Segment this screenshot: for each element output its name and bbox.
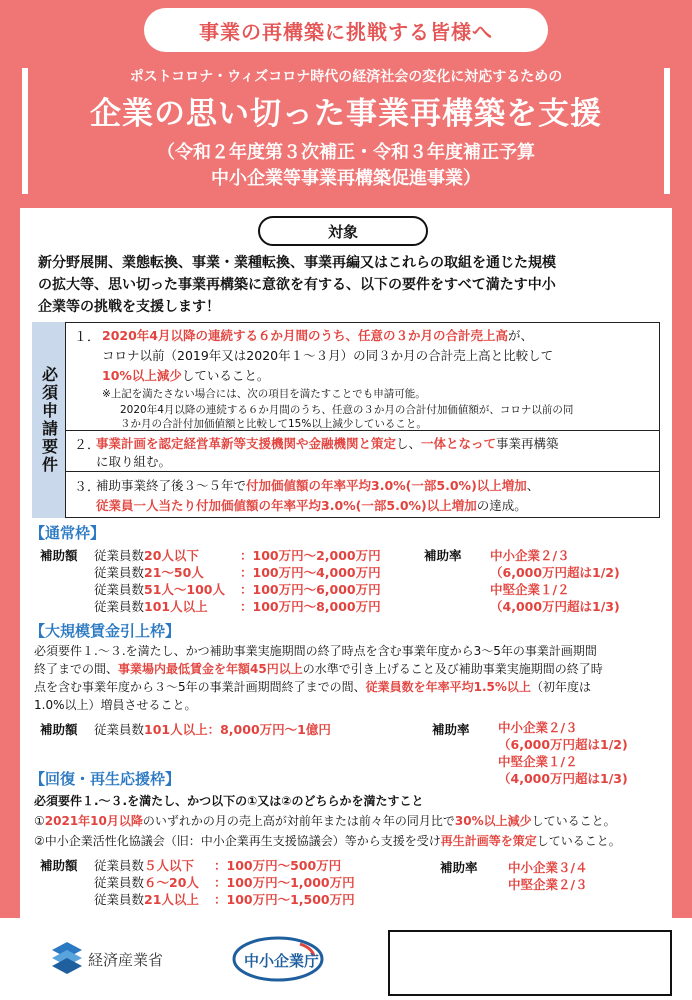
req2-number: ２． [74,438,101,453]
wage-highlight-2: 従業員数を年率平均1.5%以上 [365,680,531,694]
req1-highlight: 2020年4月以降の連続する６か月間のうち、任意の３か月の合計売上高 [102,328,508,343]
target-label: 対象 [258,216,428,246]
wage-line-1: 必須要件１.～３.を満たし、かつ補助事業実施期間の終了時点を含む事業年度から3～5年の事業計画期間 [34,644,597,658]
meti-name: 経済産業省 [88,951,164,969]
req1-line-3 [102,366,269,384]
wage-text-3: 点を含む事業年度から３～5年の事業計画期間終了までの間、 [34,680,366,694]
recovery-row-count: 21人以上 [144,892,199,907]
req3-number: ３． [74,480,101,495]
recovery-text-1: のいずれかの月の売上高が対前年または前々年の同月比で [142,814,455,828]
recovery-highlight-1: 2021年10月以降 [44,814,143,828]
recovery-row-3-amount: ：100万円～1,500万円 [214,892,355,907]
target-intro-line-2: の拡大等、思い切った事業再構築に意欲を有する、以下の要件をすべて満たす中小 [38,277,556,293]
recovery-row-prefix: 従業員数 [94,858,145,873]
wage-line-2 [34,660,603,677]
wage-heading: 【大規模賃金引上枠】 [30,622,181,640]
req2-highlight: 事業計画を認定経営革新等支援機関や金融機関と策定 [96,436,397,451]
normal-row-4 [94,597,208,615]
wage-line-3 [34,678,591,695]
recovery-text-3: ②中小企業活性化協議会（旧：中小企業再生支援協議会）等から支援を受け [34,834,441,848]
req1-line-1 [102,326,533,344]
recovery-row-prefix: 従業員数 [94,875,145,890]
recovery-heading: 【回復・再生応援枠】 [30,770,181,788]
recovery-rate-2: 中堅企業２/３ [508,877,588,892]
recovery-amount-label: 補助額 [40,858,78,873]
recovery-line-2 [34,812,616,829]
req1-note-1: ※上記を満たさない場合には、次の項目を満たすことでも申請可能。 [102,388,426,400]
wage-rate-1: 中小企業２/３ [498,720,578,735]
requirements-label [32,322,66,518]
normal-rate-1: 中小企業２/３ [490,548,570,563]
normal-heading: 【通常枠】 [30,524,106,542]
req2-text-2: 事業再構築 [496,436,559,451]
recovery-row-2 [94,873,199,891]
right-frame [672,208,692,918]
recovery-text-4: していること。 [536,834,621,848]
recovery-row-1 [94,856,194,874]
recovery-text-2: していること。 [531,814,616,828]
normal-row-prefix: 従業員数 [94,599,145,614]
normal-row-4-amount: ：100万円～8,000万円 [240,599,381,614]
header-pill: 事業の再構築に挑戦する皆様へ [144,8,548,52]
program-name: 中小企業等事業再構築促進事業） [211,168,481,189]
target-intro-line-3: 企業等の挑戦を支援します！ [38,299,220,315]
wage-row [94,720,331,738]
recovery-row-3 [94,890,199,908]
recovery-row-prefix: 従業員数 [94,892,145,907]
normal-rate-label: 補助率 [424,548,462,563]
wage-amount-label: 補助額 [40,722,78,737]
target-intro-line-1: 新分野展開、業態転換、事業・業種転換、事業再編又はこれらの取組を通じた規模 [38,255,556,271]
normal-rate-3: 中堅企業１/２ [490,582,570,597]
req3-line-1 [96,476,539,494]
req2-line-1 [96,434,559,452]
recovery-line-1: 必須要件１.～３.を満たし、かつ以下の①又は②のどちらかを満たすこと [34,794,424,808]
req1-note-2: 2020年4月以降の連続する６か月間のうち、任意の３か月の合計付加価値額が、コロナ以前の同 [120,404,574,416]
req2-text: し、 [396,436,422,451]
recovery-row-2-amount: ：100万円～1,000万円 [214,875,355,890]
recovery-row-1-amount: ：100万円～500万円 [214,858,342,873]
wage-rate-2: （6,000万円超は1/2) [498,737,628,752]
normal-row-prefix: 従業員数 [94,582,145,597]
normal-row-count: 101人以上 [144,599,208,614]
recovery-row-count: ５人以下 [144,858,195,873]
header-lead: ポストコロナ・ウィズコロナ時代の経済社会の変化に対応するための [129,69,563,85]
requirements-label-text: 必須申請要件 [39,366,59,474]
req1-line-2: コロナ以前（2019年又は2020年１～３月）の同３か月の合計売上高と比較して [102,348,554,363]
wage-rate-3: 中堅企業１/２ [498,754,578,769]
req3-line-2 [96,496,527,514]
recovery-row-count: ６～20人 [144,875,199,890]
recovery-mark-1: ① [34,814,45,828]
wage-row-prefix: 従業員数 [94,722,145,737]
req1-decline: 10%以上減少 [102,368,182,383]
req3-comma: 、 [526,478,540,493]
normal-row-3 [94,580,225,598]
normal-rate-2: （6,000万円超は1/2) [490,565,620,580]
recovery-rate-label: 補助率 [440,860,478,875]
recovery-highlight-2: 30%以上減少 [454,814,532,828]
meti-logo-icon [50,940,84,976]
req1-tail: していること。 [181,368,270,383]
wage-rate-4: （4,000万円超は1/3) [498,771,628,786]
normal-row-1 [94,546,199,564]
normal-amount-label: 補助額 [40,548,78,563]
req3-highlight-2: 従業員一人当たり付加価値額の年率平均3.0%(一部5.0%)以上増加 [96,498,477,513]
normal-row-2 [94,563,204,581]
wage-text-2: の水準で引き上げること及び補助事業実施期間の終了時 [302,662,603,676]
req1-note-3: ３か月の合計付加価値額と比較して15%以上減少していること。 [120,418,427,430]
normal-row-count: 20人以下 [144,548,199,563]
req2-together: 一体となって [421,436,497,451]
recovery-line-3 [34,832,621,849]
wage-text: 終了までの間、 [34,662,119,676]
normal-row-3-amount: ：100万円～6,000万円 [240,582,381,597]
normal-row-prefix: 従業員数 [94,565,145,580]
sme-agency-name: 中小企業庁 [244,952,320,970]
req3-highlight-1: 付加価値額の年率平均3.0%(一部5.0%)以上増加 [246,478,527,493]
wage-row-count: 101人以上 [144,722,208,737]
page-title: 企業の思い切った事業再構築を支援 [90,96,602,132]
wage-rate-label: 補助率 [432,722,470,737]
normal-row-prefix: 従業員数 [94,548,145,563]
req1-number: １． [74,330,101,345]
contact-box [388,930,672,996]
requirements-divider-2 [66,471,660,472]
wage-highlight-1: 事業場内最低賃金を年額45円以上 [118,662,303,676]
budget-line: （令和２年度第３次補正・令和３年度補正予算 [157,142,535,163]
wage-text-4: （初年度は [530,680,591,694]
req2-line-2: に取り組む。 [96,454,172,469]
left-frame [0,208,20,918]
normal-rate-4: （4,000万円超は1/3) [490,599,620,614]
req1-text: が、 [508,328,534,343]
normal-row-2-amount: ：100万円～4,000万円 [240,565,381,580]
wage-row-amount: ：8,000万円～1億円 [207,722,331,737]
req3-tail: の達成。 [476,498,527,513]
normal-row-count: 51人～100人 [144,582,226,597]
recovery-highlight-3: 再生計画等を策定 [440,834,537,848]
normal-row-count: 21～50人 [144,565,204,580]
recovery-rate-1: 中小企業３/４ [508,860,588,875]
normal-row-1-amount: ：100万円～2,000万円 [240,548,381,563]
wage-line-4: 1.0%以上）増員させること。 [34,698,197,712]
req3-text: 補助事業終了後３～５年で [96,478,247,493]
